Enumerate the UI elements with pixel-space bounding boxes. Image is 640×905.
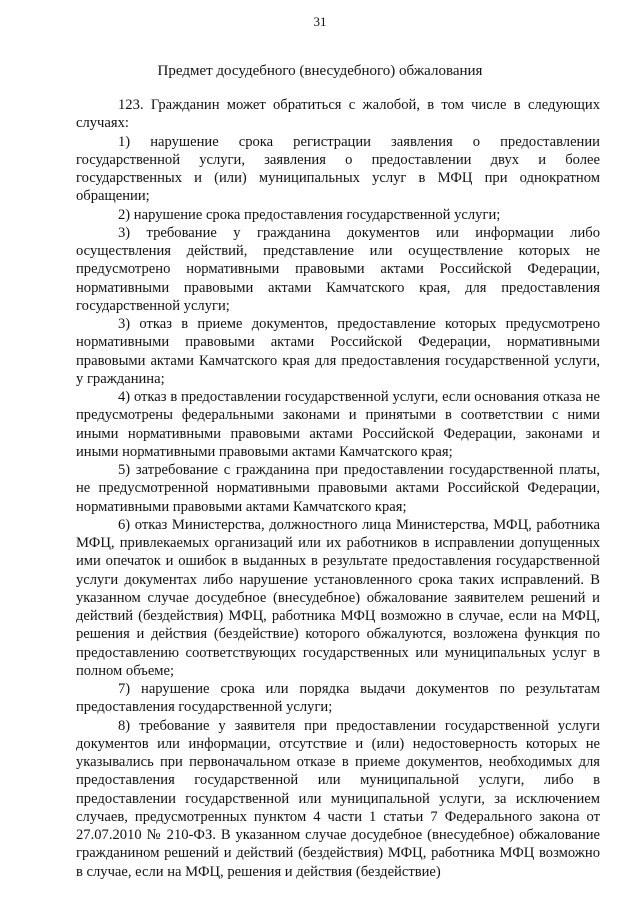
page-number: 31 — [313, 14, 327, 29]
paragraph-item-6: 6) отказ Министерства, должностного лица Министерства, МФЦ, работника МФЦ, привлекаемых организаций или их работников в исправлении допущенных ими опечаток и ошибок в выданных в результате предоставления государственной услуги документах либо нарушение установленного срока таких исправлений. В указанном случае досудебное (внесудебное) обжалование заявителем решений и действий (бездействия) МФЦ, работника МФЦ возможно в случае, если на МФЦ, решения и действия (бездействие) которого обжалуются, возложена функция по предоставлению соответствующих государственных или муниципальных услуг в полном объеме; — [76, 516, 600, 679]
paragraph-item-7: 7) нарушение срока или порядка выдачи документов по результатам предоставления государственной услуги; — [76, 681, 600, 716]
paragraph-item-3a: 3) требование у гражданина документов или информации либо осуществления действий, представление или осуществление которых не предусмотрено нормативными правовыми актами Российской Федерации, нормативными правовыми актами Камчатского края, для предоставления государственной услуги; — [76, 224, 600, 314]
paragraph-item-1: 1) нарушение срока регистрации заявления о предоставлении государственной услуги, заявления о предоставлении двух и более государственных и (или) муниципальных услуг в МФЦ при однократном обращении; — [76, 133, 600, 205]
section-title: Предмет досудебного (внесудебного) обжалования — [157, 63, 483, 79]
paragraph-item-8: 8) требование у заявителя при предоставлении государственной услуги документов или информации, отсутствие и (или) недостоверность которых не указывались при первоначальном отказе в приеме документов, необходимых для предоставления государственной или муниципальной услуги, либо в предоставлении государственной или муниципальной услуги, за исключением случаев, предусмотренных пунктом 4 части 1 статьи 7 Федерального закона от 27.07.2010 № 210-ФЗ. В указанном случае досудебное (внесудебное) обжалование гражданином решений и действий (бездействия) МФЦ, работника МФЦ возможно в случае, если на МФЦ, решения и действия (бездействие) — [76, 717, 600, 880]
paragraph-item-5: 5) затребование с гражданина при предоставлении государственной платы, не предусмотренной нормативными правовыми актами Российской Федерации, нормативными правовыми актами Камчатского края; — [76, 462, 600, 515]
document-body — [76, 96, 600, 881]
paragraph-item-4: 4) отказ в предоставлении государственной услуги, если основания отказа не предусмотрены федеральными законами и принятыми в соответствии с ними иными нормативными правовыми актами Российской Федерации, законами и иными нормативными правовыми актами Камчатского края; — [76, 389, 600, 460]
paragraph-item-3b: 3) отказ в приеме документов, предоставление которых предусмотрено нормативными правовыми актами Российской Федерации, нормативными правовыми актами Камчатского края для предоставления государственной услуги, у гражданина; — [76, 316, 600, 387]
paragraph-123-intro: 123. Гражданин может обратиться с жалобой, в том числе в следующих случаях: — [76, 97, 600, 132]
paragraph-item-2: 2) нарушение срока предоставления государственной услуги; — [118, 206, 501, 223]
